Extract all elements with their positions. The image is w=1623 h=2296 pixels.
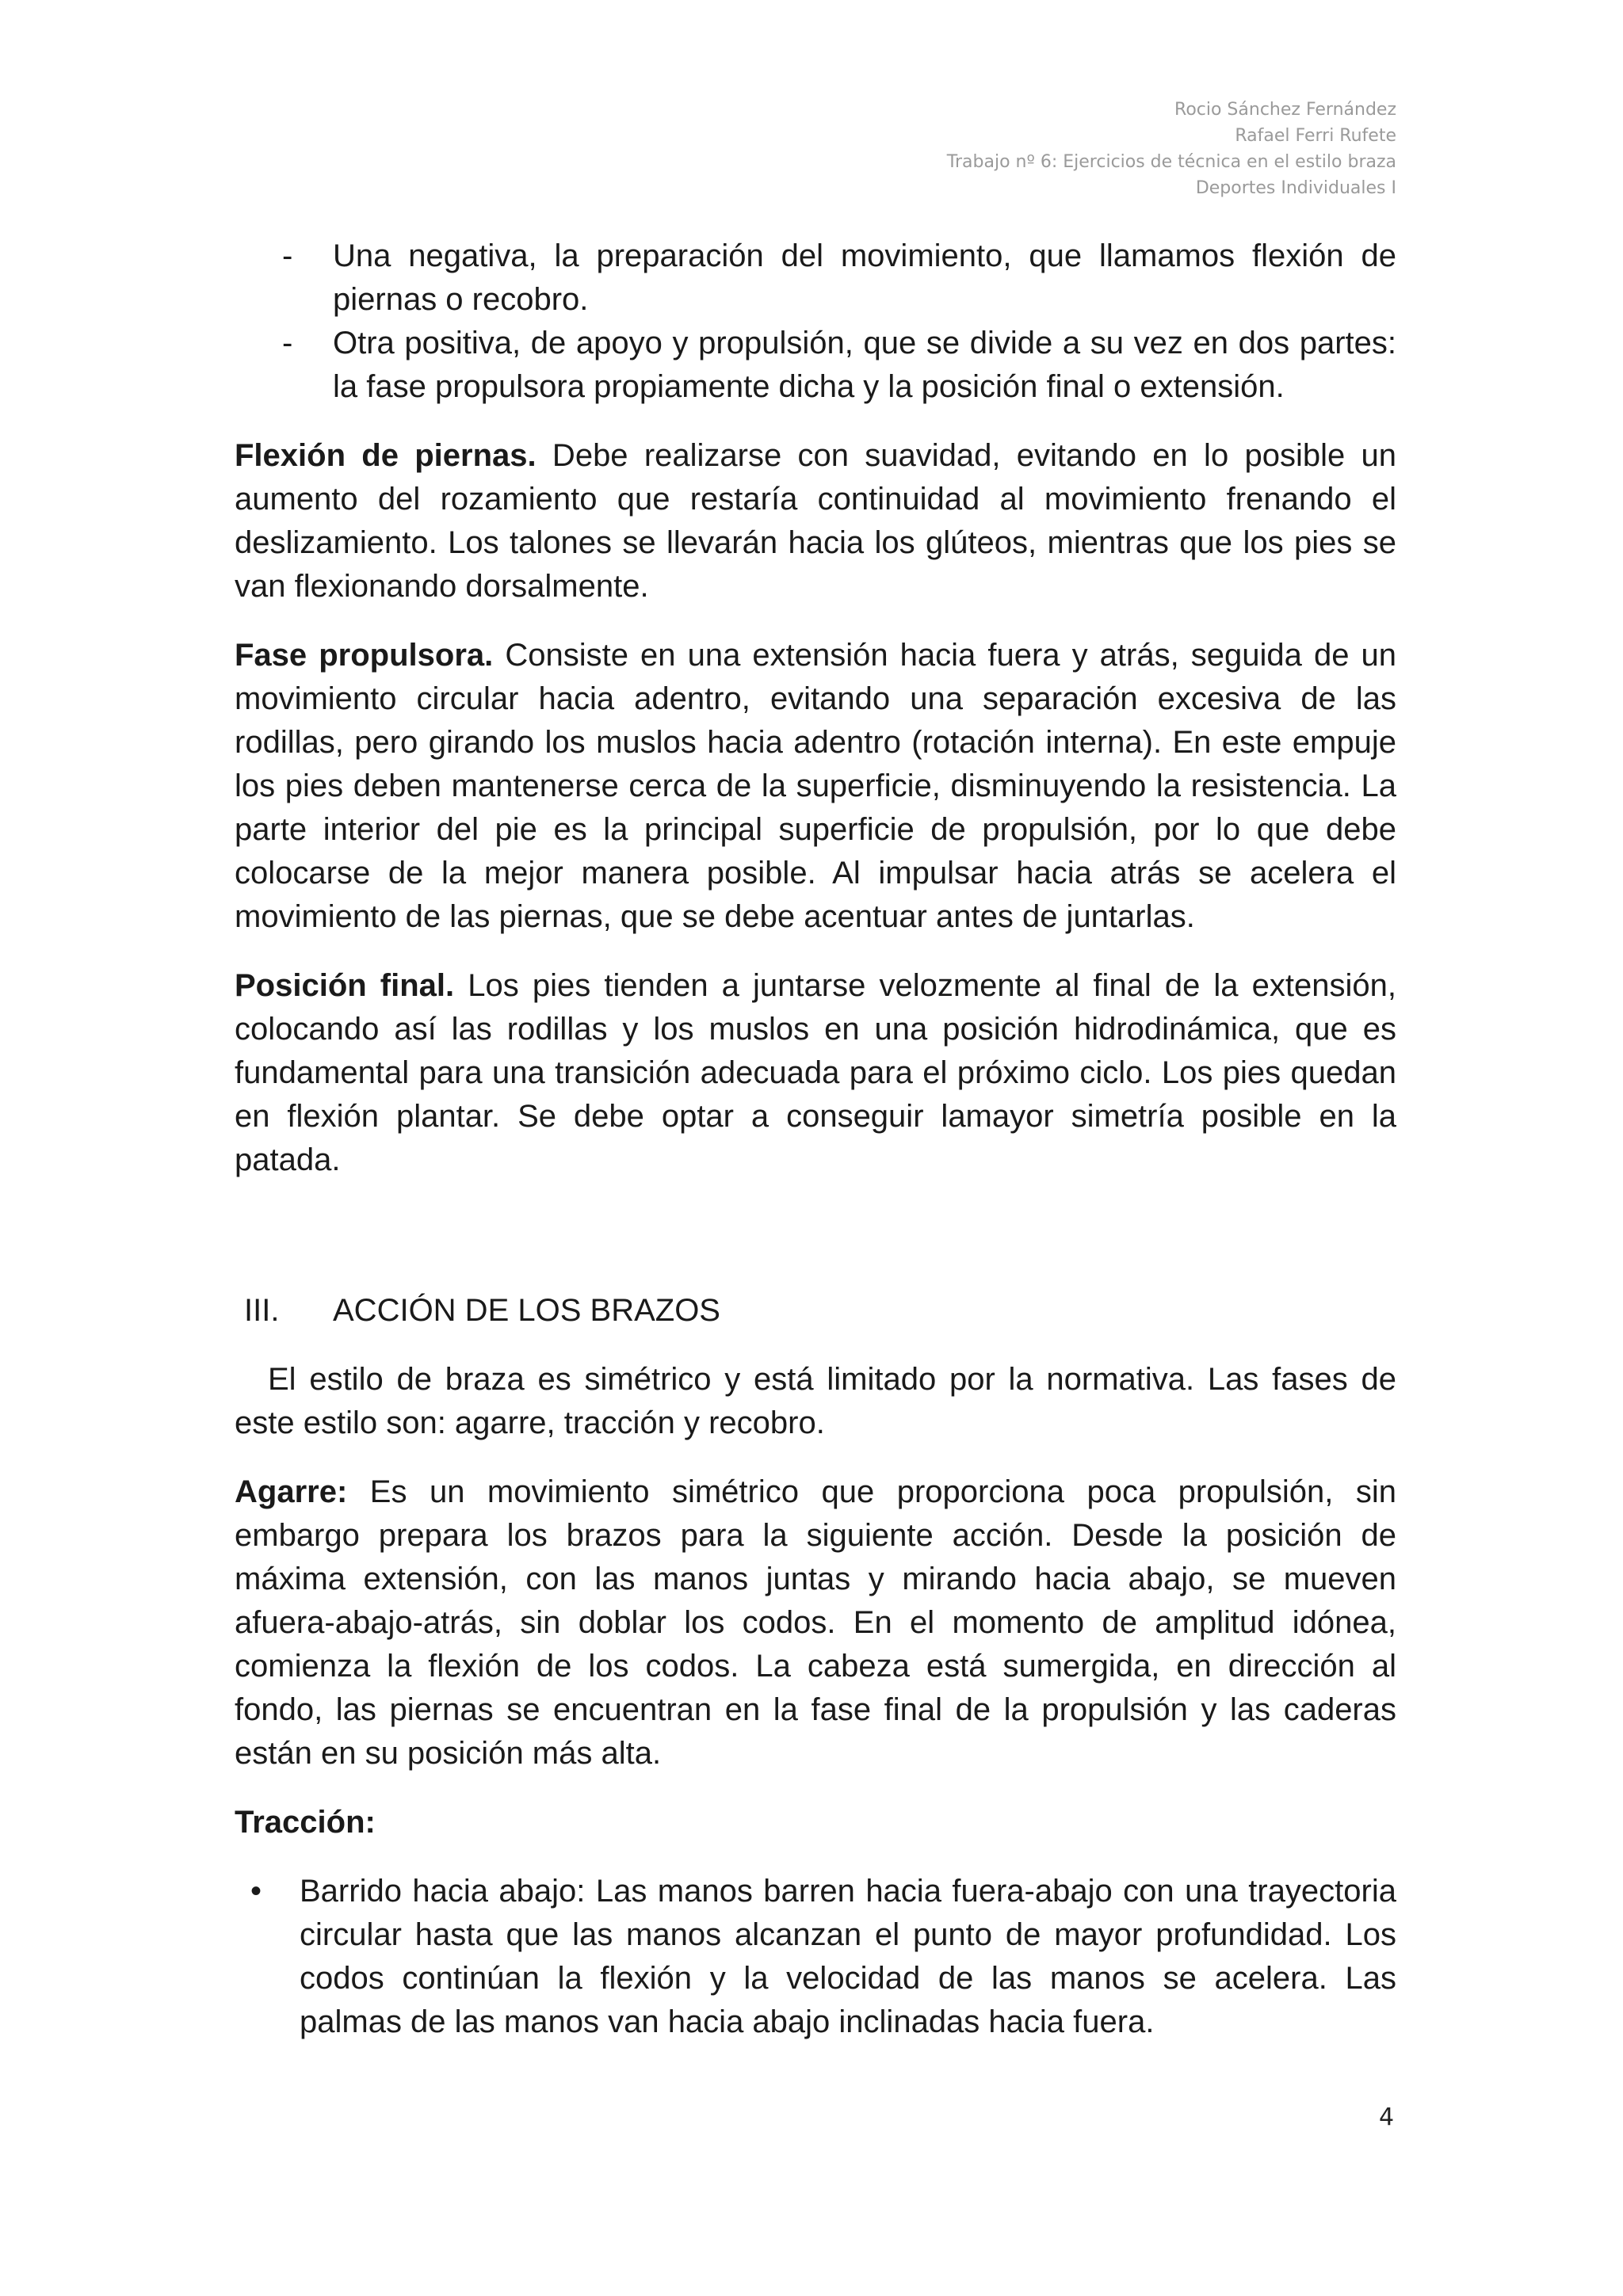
dash-marker: -	[282, 238, 293, 273]
paragraph-intro: El estilo de braza es simétrico y está limitado por la normativa. Las fases de este estilo son: agarre, tracción y recobro.	[235, 1362, 1396, 1440]
list-item	[235, 322, 1396, 409]
paragraph-text: Los pies tienden a juntarse velozmente al final de la extensión, colocando así las rodillas y los muslos en una posición hidrodinámica, que es fundamental para una transición adecuada para el próximo ciclo. Los pies quedan en flexión plantar. Se debe optar a conseguir lamayor simetría posible en la patada.	[235, 968, 1396, 1177]
bullet-marker: •	[250, 1874, 262, 1909]
page-number: 4	[1379, 2103, 1395, 2131]
list-item	[235, 235, 1396, 322]
paragraph-lead: Agarre:	[235, 1474, 348, 1509]
phase-list	[235, 235, 1396, 409]
header-author-2: Rafael Ferri Rufete	[1235, 126, 1396, 146]
paragraph-agarre	[235, 1470, 1396, 1775]
page-header	[947, 97, 1396, 201]
header-assignment: Trabajo nº 6: Ejercicios de técnica en el estilo braza	[946, 152, 1396, 172]
paragraph-lead: Tracción:	[235, 1805, 376, 1840]
dash-marker: -	[282, 326, 293, 360]
paragraph-lead: Posición final.	[235, 968, 455, 1003]
traccion-list	[235, 1870, 1396, 2044]
paragraph-text: Es un movimiento simétrico que proporciona poca propulsión, sin embargo prepara los brazos para la siguiente acción. Desde la posición de máxima extensión, con las manos juntas y mirando hacia abajo, se mueven afuera-abajo-atrás, sin doblar los codos. En el momento de amplitud idónea, comienza la flexión de los codos. La cabeza está sumergida, en dirección al fondo, las piernas se encuentran en la fase final de la propulsión y las caderas están en su posición más alta.	[235, 1474, 1396, 1771]
paragraph-traccion-heading	[235, 1801, 1396, 1844]
list-item	[235, 1870, 1396, 2044]
paragraph-lead: Fase propulsora.	[235, 638, 494, 673]
paragraph-fase-propulsora	[235, 634, 1396, 939]
paragraph-text: Consiste en una extensión hacia fuera y atrás, seguida de un movimiento circular hacia adentro, evitando una separación excesiva de las rodillas, pero girando los muslos hacia adentro (rotación interna). En este empuje los pies deben mantenerse cerca de la superficie, disminuyendo la resistencia. La parte interior del pie es la principal superficie de propulsión, por lo que debe colocarse de la mejor manera posible. Al impulsar hacia atrás se acelera el movimiento de las piernas, que se debe acentuar antes de juntarlas.	[235, 638, 1396, 934]
header-author-1: Rocio Sánchez Fernández	[1174, 100, 1396, 120]
section-number: III.	[244, 1293, 280, 1328]
section-heading	[235, 1289, 1396, 1333]
list-item-text: Barrido hacia abajo: Las manos barren hacia fuera-abajo con una trayectoria circular hasta que las manos alcanzan el punto de mayor profundidad. Los codos continúan la flexión y la velocidad de las manos se acelera. Las palmas de las manos van hacia abajo inclinadas hacia fuera.	[300, 1874, 1396, 2039]
paragraph-lead: Flexión de piernas.	[235, 438, 537, 473]
list-item-text: Otra positiva, de apoyo y propulsión, que se divide a su vez en dos partes: la fase propulsora propiamente dicha y la posición final o extensión.	[333, 326, 1396, 404]
document-body	[235, 235, 1396, 2044]
list-item-text: Una negativa, la preparación del movimiento, que llamamos flexión de piernas o recobro.	[333, 238, 1396, 317]
section-title: ACCIÓN DE LOS BRAZOS	[333, 1293, 720, 1328]
paragraph-flexion	[235, 434, 1396, 608]
paragraph-text: Debe realizarse con suavidad, evitando en lo posible un aumento del rozamiento que restaría continuidad al movimiento frenando el deslizamiento. Los talones se llevarán hacia los glúteos, mientras que los pies se van flexionando dorsalmente.	[235, 438, 1396, 604]
paragraph-posicion-final	[235, 964, 1396, 1182]
header-course: Deportes Individuales I	[1195, 178, 1396, 198]
